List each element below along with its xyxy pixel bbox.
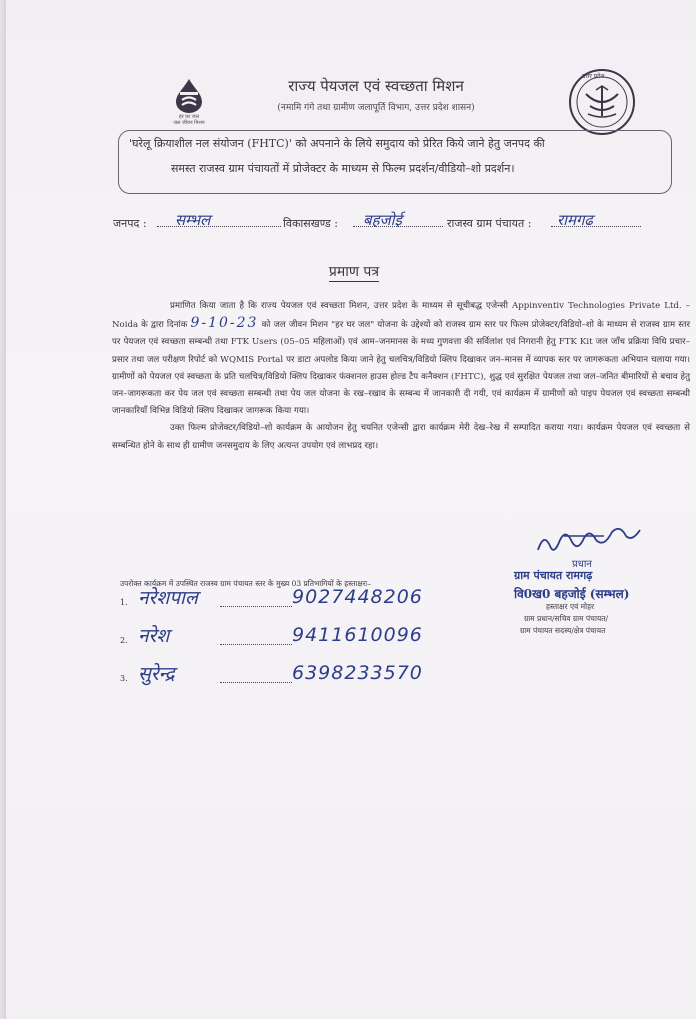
certificate-title-text: प्रमाण पत्र bbox=[328, 264, 380, 280]
subject-box bbox=[118, 130, 672, 194]
participant-number: 3. bbox=[120, 674, 128, 683]
certificate-body bbox=[112, 298, 690, 455]
pradhan-signature bbox=[534, 526, 684, 562]
stamp-block: वि0ख0 बहजोई (सम्भल) bbox=[514, 587, 630, 601]
participant-row bbox=[120, 584, 450, 614]
participant-row bbox=[120, 622, 450, 652]
subject-line-1: 'घरेलू क्रियाशील नल संयोजन (FHTC)' को अपनाने के लिये समुदाय को प्रेरित किये जाने हेतु जनपद की bbox=[129, 137, 545, 150]
up-government-seal bbox=[568, 68, 636, 136]
participant-phone: 9411610096 bbox=[292, 624, 423, 646]
subject-line-2: समस्त राजस्व ग्राम पंचायतों में प्रोजेक्टर के माध्यम से फिल्म प्रदर्शन/वीडियो–शो प्रदर्शन। bbox=[171, 162, 515, 175]
paragraph-1-rest: को जल जीवन मिशन "हर घर जल" योजना के उद्देश्यों को राजस्व ग्राम स्तर पर फिल्म प्रोजेक्टर/विडियो–शो के माध्यम से राजस्व ग्राम स्तर पर पेयजल एवं स्वच्छता सम्बन्धी तथा FTK Users (05–05 महिलाओं) एवं आम–जनमानस के मध्य गुणवत्ता की सर्विलांश एवं निगरानी हेतु FTK Kit जल जाँच प्रक्रिया विधि प्रचार–प्रसार तथा जल परीक्षण रिपोर्ट को WQMIS Portal पर डाटा अपलोड किया जाने हेतु चलचित्र/विडियो क्लिप दिखाकर जन–मानस में व्यापक स्तर पर जागरूकता अभियान चलाया गया। ग्रामीणों को पेयजल एवं स्वच्छता के प्रति चलचित्र/विडियो क्लिप दिखाकर फंक्शनल हाउस होल्ड टैप कनैक्शन (FHTC), शुद्ध एवं सुरक्षित पेयजल तथा जल–जनित बीमारियों से बचाव हेतु जन–जागरूकता कर पेय जल एवं स्वच्छता सम्बन्धी तथा पेय जल योजना के रख–रखाव के सम्बन्ध में जानकारी दी गयी, एवं कार्यक्रम में ग्रामीणों को पाइप पेयजल एवं स्वच्छता सम्बन्धी जानकारियाँ विभिन्न विडियो क्लिप दिखाकर जागरूक किया गया। bbox=[112, 320, 691, 417]
block-label: विकासखण्ड : bbox=[283, 217, 339, 230]
location-fields bbox=[113, 210, 673, 234]
signatory-roles-2: ग्राम पंचायत सदस्य/क्षेत्र पंचायत bbox=[520, 626, 606, 635]
paragraph-1 bbox=[112, 298, 690, 420]
panchayat-label: राजस्व ग्राम पंचायत : bbox=[447, 217, 532, 230]
jal-jeevan-mission-logo bbox=[164, 78, 214, 138]
participants-intro: उपरोक्त कार्यक्रम में उपस्थित राजस्व ग्राम पंचायत स्तर के मुख्य 03 प्रतिभागियों के हस्ताक्षरः– bbox=[120, 579, 372, 588]
document-page bbox=[6, 0, 696, 1019]
participant-row bbox=[120, 660, 450, 690]
participant-phone: 6398233570 bbox=[292, 662, 423, 684]
participant-name: सुरेन्द्र bbox=[138, 663, 175, 685]
mission-title: राज्य पेयजल एवं स्वच्छता मिशन bbox=[288, 77, 464, 95]
sign-seal-label: हस्ताक्षर एवं मोहर bbox=[546, 602, 595, 611]
participant-number: 2. bbox=[120, 636, 128, 645]
logo-caption-1: हर घर जल bbox=[179, 114, 199, 120]
seal-text: उत्तर प्रदेश bbox=[582, 73, 605, 80]
program-date: 9-10-23 bbox=[190, 315, 259, 332]
paragraph-2: उक्त फिल्म प्रोजेक्टर/विडियो–शो कार्यक्रम के आयोजन हेतु चयनित एजेन्सी द्वारा कार्यक्रम मेरी देख–रेख में सम्पादित कराया गया। कार्यक्रम पेयजल एवं स्वच्छता से सम्बन्धित होने के साथ ही ग्रामीण जनसमुदाय के लिए अत्यन्त उपयोग एवं लाभप्रद रहा। bbox=[112, 423, 690, 451]
district-value: सम्भल bbox=[175, 211, 211, 229]
panchayat-value: रामगढ bbox=[557, 211, 593, 229]
logo-caption-2: जल जीवन मिशन bbox=[173, 120, 205, 126]
certificate-title bbox=[6, 262, 696, 281]
water-drop-icon bbox=[172, 78, 206, 114]
participant-name: नरेशपाल bbox=[138, 587, 198, 609]
paragraph-1-start: प्रमाणित किया जाता है कि राज्य पेयजल एवं स्वच्छता मिशन, उत्तर प्रदेश के माध्यम से सूचीबद्ध एजेन्सी Appinventiv Technologies Private Ltd. – Noida के द्वारा दिनांक bbox=[112, 301, 690, 331]
signatory-roles-1: ग्राम प्रधान/सचिव ग्राम पंचायत/ bbox=[524, 614, 609, 623]
mission-subtitle: (नमामि गंगे तथा ग्रामीण जलापूर्ति विभाग, उत्तर प्रदेश शासन) bbox=[277, 103, 475, 113]
participant-number: 1. bbox=[120, 598, 128, 607]
participant-phone: 9027448206 bbox=[292, 586, 423, 608]
block-value: बहजोई bbox=[363, 211, 402, 229]
participant-name: नरेश bbox=[138, 625, 170, 647]
pradhan-label: प्रधान bbox=[572, 559, 592, 570]
stamp-panchayat: ग्राम पंचायत रामगढ़ bbox=[514, 569, 593, 582]
district-label: जनपद : bbox=[113, 217, 147, 230]
